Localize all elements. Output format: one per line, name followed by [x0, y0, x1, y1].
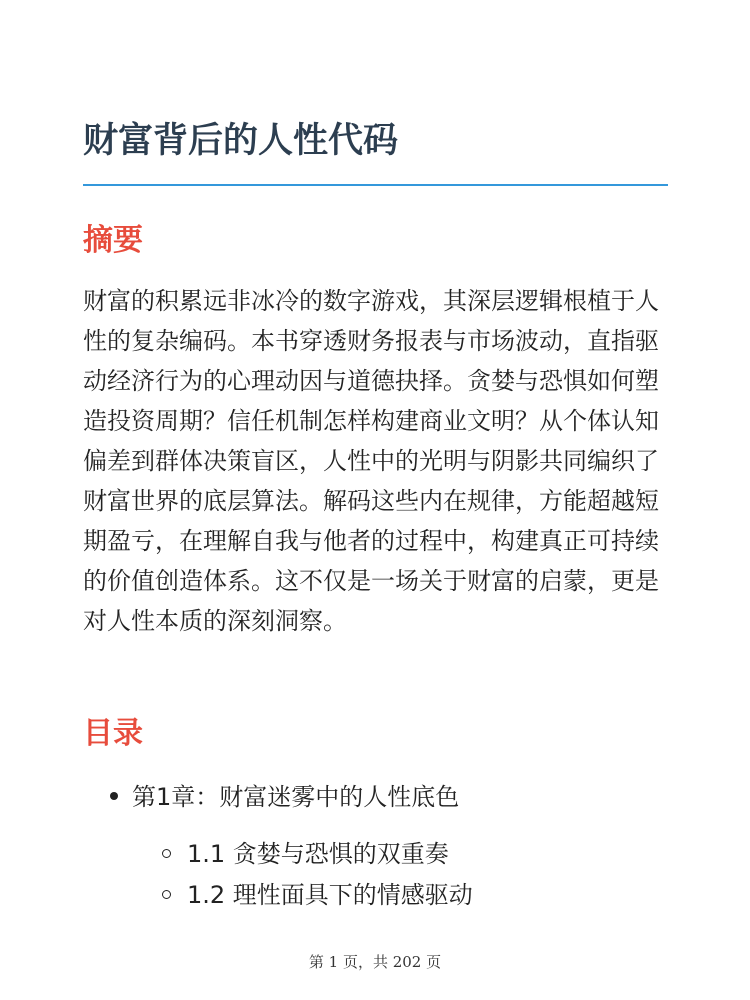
document-title: 财富背后的人性代码	[83, 121, 399, 161]
abstract-heading: 摘要	[83, 223, 143, 258]
bullet-circle-icon	[162, 849, 171, 858]
title-divider	[83, 184, 668, 186]
toc-section-label: 1.2 理性面具下的情感驱动	[187, 881, 473, 909]
bullet-circle-icon	[162, 890, 171, 899]
toc-section-1-1[interactable]	[162, 838, 449, 870]
bullet-disc-icon	[110, 792, 118, 800]
page-number-footer: 第 1 页，共 202 页	[308, 953, 442, 971]
toc-section-1-2[interactable]	[162, 879, 473, 911]
abstract-body: 财富的积累远非冰冷的数字游戏，其深层逻辑根植于人性的复杂编码。本书穿透财务报表与市场波动，直指驱动经济行为的心理动因与道德抉择。贪婪与恐惧如何塑造投资周期？信任机制怎样构建商业文明？从个体认知偏差到群体决策盲区，人性中的光明与阴影共同编织了财富世界的底层算法。解码这些内在规律，方能超越短期盈亏，在理解自我与他者的过程中，构建真正可持续的价值创造体系。这不仅是一场关于财富的启蒙，更是对人性本质的深刻洞察。	[83, 287, 659, 635]
toc-heading: 目录	[83, 716, 143, 751]
toc-chapter-label: 第1章：财富迷雾中的人性底色	[132, 783, 460, 811]
toc-section-label: 1.1 贪婪与恐惧的双重奏	[187, 840, 449, 868]
toc-chapter-1[interactable]	[110, 781, 459, 813]
